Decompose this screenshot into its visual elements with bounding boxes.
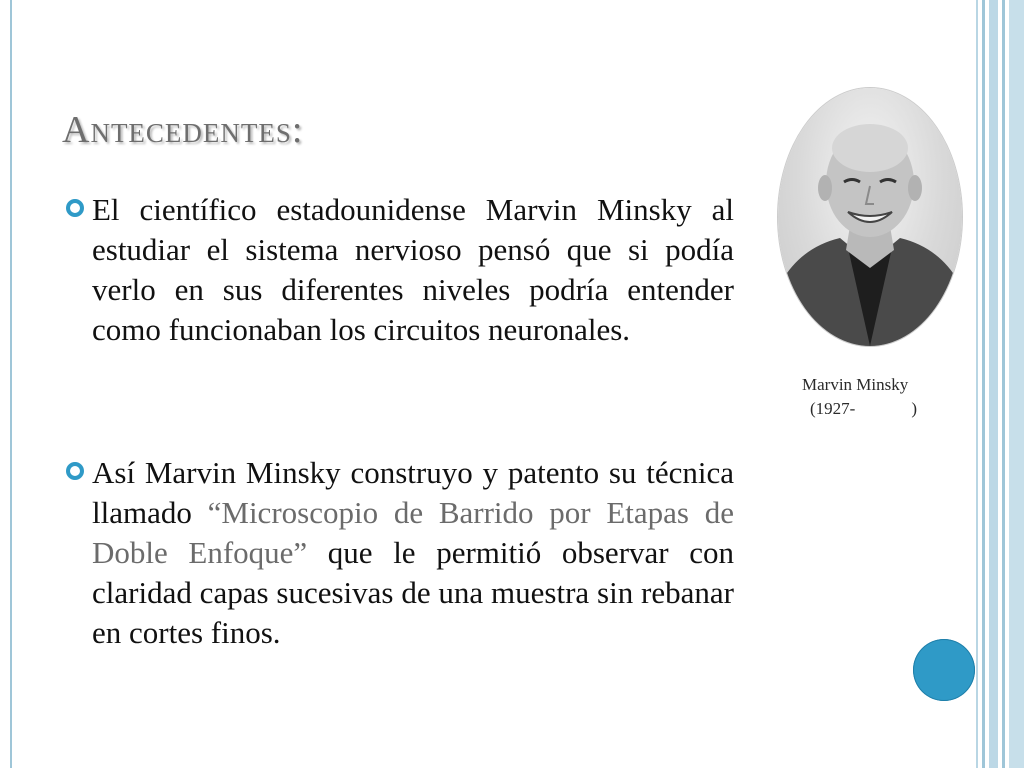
bullet-text: El científico estadounidense Marvin Minsky al estudiar el sistema nervioso pensó que si podía verlo en sus diferentes niveles podría entender como funcionaban los circuitos neuronales.	[92, 192, 734, 347]
bullet-circle-icon	[64, 460, 86, 482]
technique-name: “Microscopio de Barrido por Etapas de Doble Enfoque”	[92, 495, 735, 570]
slide-title: Antecedentes:	[62, 109, 304, 151]
photo-caption	[780, 373, 970, 421]
bullet-text: Así Marvin Minsky construyo y patento su técnica llamado “Microscopio de Barrido por Etapas de Doble Enfoque” que le permitió observar con claridad capas sucesivas de una muestra sin rebanar en cortes finos.	[92, 455, 735, 650]
slide-frame-left-line	[10, 0, 12, 768]
bullet-item	[64, 190, 734, 350]
bullet-circle-icon	[64, 197, 86, 219]
caption-name: Marvin Minsky	[802, 375, 909, 394]
marvin-minsky-portrait	[778, 88, 962, 346]
bullet-item	[64, 453, 734, 653]
decorative-circle-icon	[913, 639, 975, 701]
caption-years: (1927- )	[810, 399, 917, 418]
slide-frame-right-stripes	[976, 0, 1024, 768]
